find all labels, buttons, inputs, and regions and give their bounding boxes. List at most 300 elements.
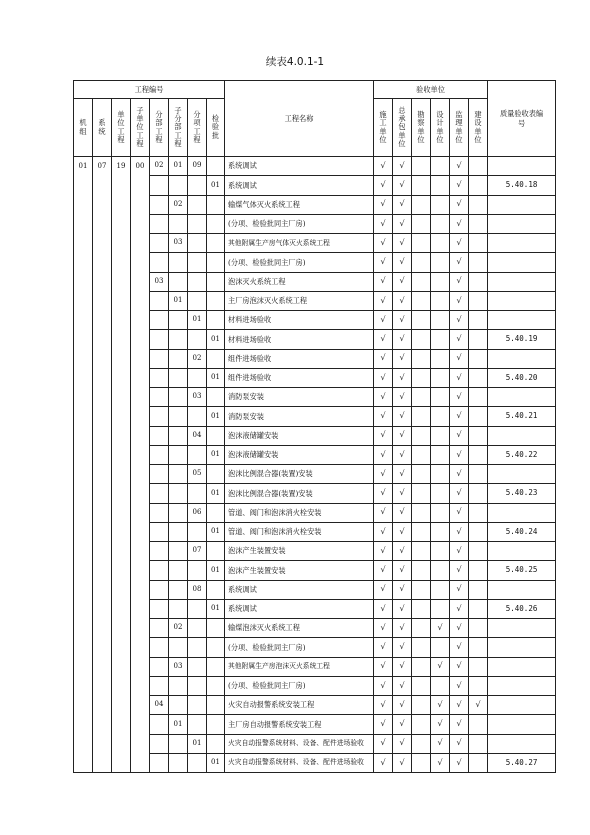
code-cell (207, 195, 225, 214)
code-cell (207, 657, 225, 676)
table-row (74, 619, 556, 638)
check-mark: √ (393, 368, 412, 387)
empty-cell (469, 657, 488, 676)
code-cell (150, 619, 169, 638)
code-cell (169, 465, 188, 484)
code-cell (169, 330, 188, 349)
code-cell (112, 676, 131, 695)
project-name-cell: (分项、检验批同主厂房) (225, 676, 374, 695)
table-row (74, 272, 556, 291)
code-cell (112, 176, 131, 195)
code-cell (188, 176, 207, 195)
code-cell: 07 (93, 157, 112, 176)
quality-form-number (488, 503, 556, 522)
code-cell (74, 368, 93, 387)
check-mark: √ (450, 619, 469, 638)
empty-cell (412, 407, 431, 426)
empty-cell (469, 253, 488, 272)
code-cell: 03 (150, 272, 169, 291)
code-cell (188, 407, 207, 426)
table-row (74, 176, 556, 195)
code-cell (131, 753, 150, 772)
check-mark: √ (374, 657, 393, 676)
code-cell (93, 407, 112, 426)
check-mark: √ (450, 657, 469, 676)
code-cell (150, 330, 169, 349)
code-cell (131, 542, 150, 561)
code-cell: 09 (188, 157, 207, 176)
group-code-header: 工程编号 (74, 81, 225, 99)
quality-form-number: 5.40.20 (488, 368, 556, 387)
code-cell (150, 503, 169, 522)
quality-form-number (488, 426, 556, 445)
empty-cell (431, 330, 450, 349)
empty-cell (431, 368, 450, 387)
code-cell (207, 542, 225, 561)
empty-cell (431, 176, 450, 195)
check-mark: √ (450, 388, 469, 407)
code-cell (112, 734, 131, 753)
check-mark: √ (374, 311, 393, 330)
code-cell (93, 311, 112, 330)
check-mark: √ (374, 176, 393, 195)
accept-col-header: 总承包单位 (393, 99, 412, 157)
code-cell (169, 407, 188, 426)
check-mark: √ (393, 657, 412, 676)
code-cell (169, 753, 188, 772)
code-cell (112, 484, 131, 503)
check-mark: √ (393, 195, 412, 214)
empty-cell (412, 195, 431, 214)
code-cell (188, 619, 207, 638)
code-cell (112, 753, 131, 772)
code-cell (112, 426, 131, 445)
code-cell (93, 676, 112, 695)
code-cell (112, 234, 131, 253)
code-cell (169, 311, 188, 330)
code-cell (131, 195, 150, 214)
check-mark: √ (393, 696, 412, 715)
code-cell: 02 (188, 349, 207, 368)
project-name-cell: 输煤泡沫灭火系统工程 (225, 619, 374, 638)
code-col-header: 机组 (74, 99, 93, 157)
code-cell (150, 542, 169, 561)
check-mark: √ (450, 638, 469, 657)
quality-form-number: 5.40.26 (488, 599, 556, 618)
check-mark: √ (374, 734, 393, 753)
code-cell (112, 542, 131, 561)
check-mark: √ (393, 311, 412, 330)
quality-form-number (488, 349, 556, 368)
empty-cell (412, 214, 431, 233)
empty-cell (412, 619, 431, 638)
check-mark: √ (450, 465, 469, 484)
quality-form-number: 5.40.23 (488, 484, 556, 503)
code-cell (112, 657, 131, 676)
code-cell (131, 696, 150, 715)
project-name-cell: 系统调试 (225, 599, 374, 618)
code-cell (169, 696, 188, 715)
code-cell (112, 253, 131, 272)
code-cell (131, 734, 150, 753)
code-cell (150, 676, 169, 695)
code-cell (188, 272, 207, 291)
code-cell (112, 195, 131, 214)
check-mark: √ (393, 253, 412, 272)
code-cell (188, 522, 207, 541)
empty-cell (412, 676, 431, 695)
code-cell (93, 542, 112, 561)
project-name-cell: 泡沫比例混合器(装置)安装 (225, 484, 374, 503)
empty-cell (431, 638, 450, 657)
empty-cell (469, 522, 488, 541)
check-mark: √ (374, 388, 393, 407)
code-cell (131, 676, 150, 695)
empty-cell (412, 445, 431, 464)
table-row (74, 388, 556, 407)
empty-cell (469, 214, 488, 233)
code-cell (74, 638, 93, 657)
code-cell (74, 330, 93, 349)
empty-cell (412, 157, 431, 176)
code-cell (74, 676, 93, 695)
code-cell (93, 426, 112, 445)
check-mark: √ (450, 580, 469, 599)
code-cell (93, 195, 112, 214)
code-cell (131, 253, 150, 272)
project-name-cell: 输煤气体灭火系统工程 (225, 195, 374, 214)
quality-form-number (488, 272, 556, 291)
code-cell (150, 176, 169, 195)
empty-cell (412, 291, 431, 310)
code-cell (74, 214, 93, 233)
check-mark: √ (450, 484, 469, 503)
code-cell (188, 561, 207, 580)
code-cell (150, 599, 169, 618)
code-col-header: 单位工程 (112, 99, 131, 157)
project-name-cell: (分项、检验批同主厂房) (225, 253, 374, 272)
empty-cell (431, 484, 450, 503)
code-cell: 01 (207, 753, 225, 772)
project-name-cell: (分项、检验批同主厂房) (225, 638, 374, 657)
project-name-cell: 材料进场验收 (225, 311, 374, 330)
code-cell (188, 599, 207, 618)
code-cell (207, 291, 225, 310)
empty-cell (412, 484, 431, 503)
check-mark: √ (393, 715, 412, 734)
empty-cell (412, 542, 431, 561)
code-cell (112, 272, 131, 291)
quality-form-number (488, 157, 556, 176)
code-cell (112, 445, 131, 464)
code-cell (74, 753, 93, 772)
code-cell (93, 214, 112, 233)
code-cell (150, 580, 169, 599)
empty-cell (412, 638, 431, 657)
check-mark: √ (374, 157, 393, 176)
code-cell (131, 484, 150, 503)
code-cell (74, 253, 93, 272)
empty-cell (412, 696, 431, 715)
code-cell: 02 (169, 619, 188, 638)
table-row (74, 349, 556, 368)
code-cell (188, 368, 207, 387)
check-mark: √ (450, 272, 469, 291)
check-mark: √ (450, 542, 469, 561)
code-cell (150, 253, 169, 272)
code-cell (93, 696, 112, 715)
accept-col-header: 勘察单位 (412, 99, 431, 157)
check-mark: √ (450, 426, 469, 445)
code-cell (188, 330, 207, 349)
code-cell (207, 426, 225, 445)
empty-cell (469, 599, 488, 618)
code-cell (74, 234, 93, 253)
code-cell (169, 676, 188, 695)
empty-cell (469, 157, 488, 176)
table-row (74, 484, 556, 503)
code-cell (112, 388, 131, 407)
table-row (74, 311, 556, 330)
project-name-cell: 泡沫比例混合器(装置)安装 (225, 465, 374, 484)
table-row (74, 157, 556, 176)
empty-cell (431, 542, 450, 561)
code-cell (131, 426, 150, 445)
check-mark: √ (393, 503, 412, 522)
code-cell (207, 311, 225, 330)
check-mark: √ (450, 157, 469, 176)
code-cell (74, 715, 93, 734)
empty-cell (431, 157, 450, 176)
code-cell (150, 753, 169, 772)
empty-cell (431, 349, 450, 368)
quality-form-number (488, 542, 556, 561)
code-cell (93, 484, 112, 503)
quality-form-number (488, 696, 556, 715)
code-cell: 01 (207, 484, 225, 503)
check-mark: √ (374, 561, 393, 580)
accept-col-header: 设计单位 (431, 99, 450, 157)
code-cell (169, 214, 188, 233)
table-row (74, 580, 556, 599)
code-cell (169, 638, 188, 657)
code-cell (150, 638, 169, 657)
empty-cell (469, 445, 488, 464)
empty-cell (469, 542, 488, 561)
code-cell (169, 522, 188, 541)
table-row (74, 561, 556, 580)
code-cell (131, 368, 150, 387)
accept-col-header: 施工单位 (374, 99, 393, 157)
code-cell (150, 311, 169, 330)
code-cell (93, 503, 112, 522)
code-cell (112, 349, 131, 368)
code-cell (131, 388, 150, 407)
check-mark: √ (431, 657, 450, 676)
code-cell: 01 (207, 522, 225, 541)
check-mark: √ (393, 272, 412, 291)
empty-cell (412, 503, 431, 522)
code-cell (131, 291, 150, 310)
code-cell (93, 272, 112, 291)
project-name-cell: 组件进场验收 (225, 349, 374, 368)
empty-cell (469, 561, 488, 580)
project-name-cell: 系统调试 (225, 176, 374, 195)
code-cell (93, 580, 112, 599)
table-row (74, 445, 556, 464)
empty-cell (431, 503, 450, 522)
code-cell (169, 484, 188, 503)
quality-form-number: 5.40.27 (488, 753, 556, 772)
code-cell (150, 484, 169, 503)
empty-cell (412, 253, 431, 272)
code-cell (150, 561, 169, 580)
code-cell (188, 253, 207, 272)
code-cell (169, 580, 188, 599)
project-name-cell: 消防泵安装 (225, 407, 374, 426)
code-cell (74, 522, 93, 541)
code-cell (93, 522, 112, 541)
code-cell: 04 (188, 426, 207, 445)
empty-cell (469, 638, 488, 657)
code-cell (112, 214, 131, 233)
empty-cell (412, 349, 431, 368)
check-mark: √ (393, 638, 412, 657)
check-mark: √ (393, 522, 412, 541)
empty-cell (431, 311, 450, 330)
code-cell (150, 734, 169, 753)
code-cell (150, 407, 169, 426)
check-mark: √ (450, 599, 469, 618)
code-cell (93, 599, 112, 618)
code-cell (74, 349, 93, 368)
check-mark: √ (374, 445, 393, 464)
empty-cell (469, 676, 488, 695)
check-mark: √ (393, 176, 412, 195)
code-cell: 01 (207, 176, 225, 195)
check-mark: √ (431, 715, 450, 734)
check-mark: √ (374, 503, 393, 522)
code-cell (169, 503, 188, 522)
quality-form-number: 5.40.19 (488, 330, 556, 349)
table-row (74, 522, 556, 541)
empty-cell (431, 388, 450, 407)
check-mark: √ (393, 676, 412, 695)
table-row (74, 638, 556, 657)
empty-cell (469, 484, 488, 503)
quality-form-number (488, 195, 556, 214)
empty-cell (431, 561, 450, 580)
check-mark: √ (393, 599, 412, 618)
code-cell (207, 676, 225, 695)
check-mark: √ (393, 349, 412, 368)
code-cell: 01 (207, 561, 225, 580)
table-row (74, 599, 556, 618)
empty-cell (412, 657, 431, 676)
table-row (74, 330, 556, 349)
empty-cell (469, 465, 488, 484)
code-cell (74, 445, 93, 464)
check-mark: √ (374, 599, 393, 618)
empty-cell (412, 715, 431, 734)
code-cell (207, 696, 225, 715)
check-mark: √ (450, 734, 469, 753)
quality-form-number (488, 311, 556, 330)
code-cell (131, 349, 150, 368)
project-name-cell: 泡沫产生装置安装 (225, 542, 374, 561)
code-cell (207, 349, 225, 368)
check-mark: √ (374, 214, 393, 233)
project-name-cell: 组件进场验收 (225, 368, 374, 387)
code-cell (150, 465, 169, 484)
project-name-cell: 主厂房自动报警系统安装工程 (225, 715, 374, 734)
empty-cell (412, 311, 431, 330)
check-mark: √ (450, 503, 469, 522)
code-cell (93, 234, 112, 253)
empty-cell (469, 388, 488, 407)
quality-form-number (488, 715, 556, 734)
code-cell (207, 388, 225, 407)
code-cell (112, 330, 131, 349)
code-cell (188, 195, 207, 214)
code-cell (150, 426, 169, 445)
project-name-cell: 泡沫液储罐安装 (225, 445, 374, 464)
code-cell (74, 176, 93, 195)
empty-cell (412, 580, 431, 599)
check-mark: √ (393, 734, 412, 753)
check-mark: √ (450, 561, 469, 580)
table-row (74, 696, 556, 715)
check-mark: √ (393, 407, 412, 426)
code-cell (169, 426, 188, 445)
code-cell: 02 (150, 157, 169, 176)
code-cell (93, 445, 112, 464)
acceptance-table (73, 80, 556, 773)
check-mark: √ (374, 368, 393, 387)
code-cell (74, 503, 93, 522)
check-mark: √ (450, 234, 469, 253)
code-cell (112, 368, 131, 387)
code-cell (150, 445, 169, 464)
code-cell: 02 (169, 195, 188, 214)
check-mark: √ (374, 272, 393, 291)
project-name-cell: 管道、阀门和泡沫消火栓安装 (225, 503, 374, 522)
empty-cell (431, 676, 450, 695)
check-mark: √ (393, 234, 412, 253)
code-cell: 01 (207, 368, 225, 387)
check-mark: √ (393, 157, 412, 176)
code-cell (93, 638, 112, 657)
project-name-cell: 泡沫灭火系统工程 (225, 272, 374, 291)
check-mark: √ (374, 465, 393, 484)
code-cell: 01 (169, 157, 188, 176)
code-cell (131, 465, 150, 484)
check-mark: √ (393, 214, 412, 233)
code-cell: 01 (169, 715, 188, 734)
code-cell: 01 (207, 407, 225, 426)
check-mark: √ (374, 696, 393, 715)
accept-col-header: 监理单位 (450, 99, 469, 157)
quality-form-number (488, 291, 556, 310)
code-cell (150, 522, 169, 541)
check-mark: √ (374, 253, 393, 272)
check-mark: √ (431, 734, 450, 753)
code-cell (112, 638, 131, 657)
quality-form-number: 5.40.25 (488, 561, 556, 580)
code-cell (150, 715, 169, 734)
code-cell (207, 465, 225, 484)
check-mark: √ (393, 619, 412, 638)
